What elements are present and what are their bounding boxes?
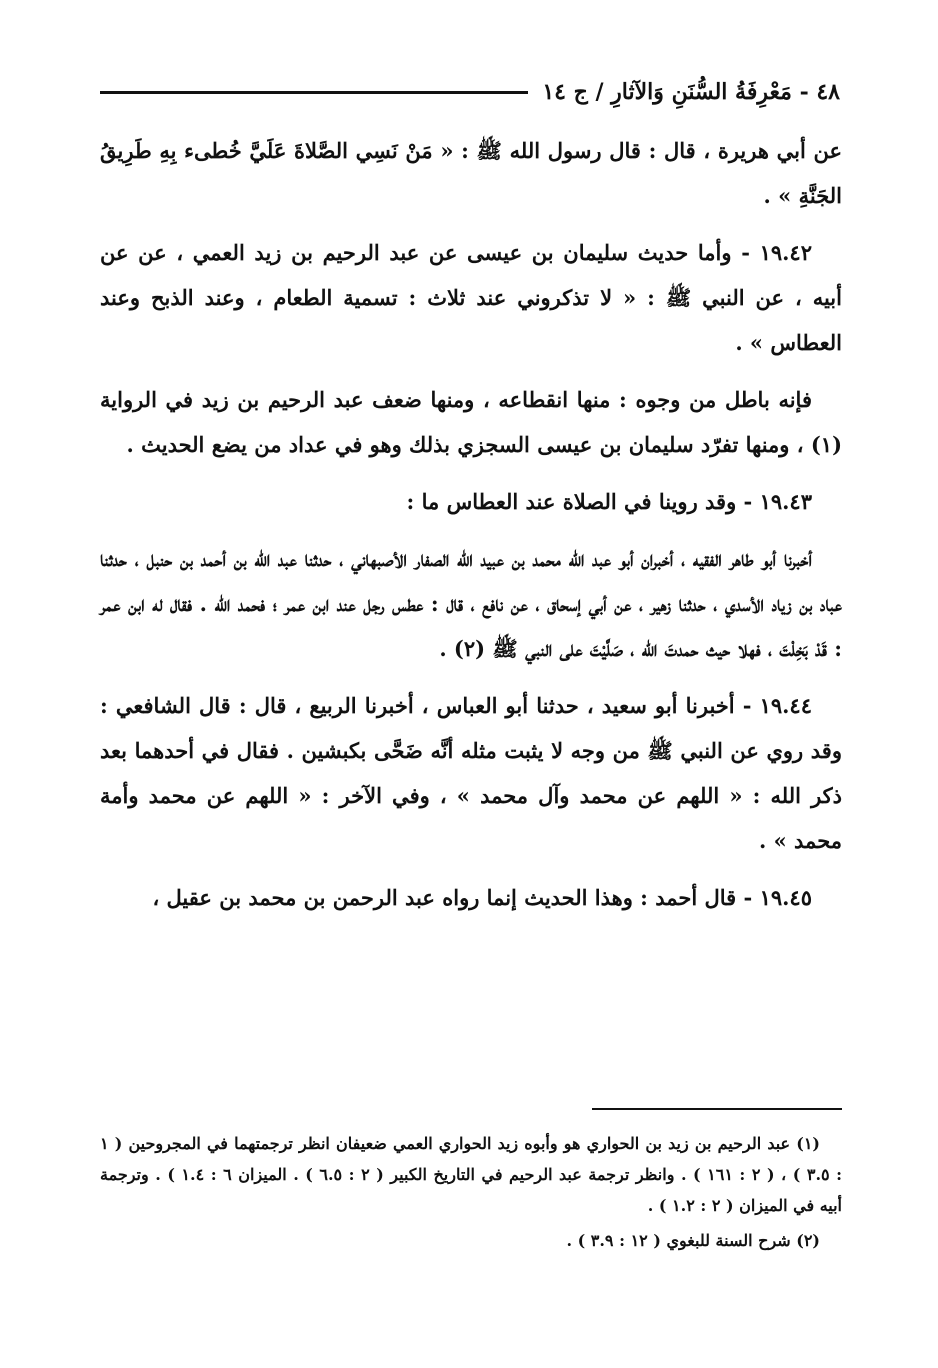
- paragraph-19042: ١٩.٤٢ - وأما حديث سليمان بن عيسى عن عبد الرحيم بن زيد العمي ، عن عن أبيه ، عن النبي ﷺ : « لا تذكروني عند ثلاث : تسمية الطعام ، وعند الذبح وعند العطاس » .: [100, 240, 842, 355]
- header-rule: [100, 91, 528, 94]
- main-text: [100, 128, 842, 932]
- footnote-1: (١) عبد الرحيم بن زيد بن الحواري هو وأبوه زيد الحواري العمي ضعيفان انظر ترجمتهما في المجروحين ( ١ : ٣.٥ ) ، ( ٢ : ١٦١ ) . وانظر ترجمة عبد الرحيم في التاريخ الكبير ( ٢ : ٦.٥ ) . الميزان ٦ : ١.٤ ) . وترجمة أبيه في الميزان ( ٢ : ١.٢ ) .: [100, 1134, 843, 1215]
- header-title: ٤٨ - مَعْرِفَةُ السُّنَنِ وَالآثارِ / ج ١٤: [542, 79, 840, 105]
- running-header: [100, 72, 840, 112]
- footnote-separator: [592, 1108, 842, 1110]
- paragraph-isnad: أخبرنا أبو طاهر الفقيه ، أخبران أبو عبد الله محمد بن عبيد الله الصفار الأصبهاني ، حدثنا عبد الله بن أحمد بن حنبل ، حدثنا عباد بن زياد الأسدي ، حدثنا زهير ، عن أبي إسحاق ، عن نافع ، قال : عطس رجل عند ابن عمر ؛ فحمد الله . فقال له ابن عمر : قَدْ بَخِلْتَ ، فهلا حيث حمدتَ الله ، صَلَّيْتَ على النبي ﷺ (٢) .: [100, 546, 842, 661]
- footnote-2: (٢) شرح السنة للبغوي ( ١٢ : ٣.٩ ) .: [566, 1231, 820, 1250]
- paragraph-commentary: فإنه باطل من وجوه : منها انقطاعه ، ومنها ضعف عبد الرحيم بن زيد في الرواية (١) ، ومنها تفرّد سليمان بن عيسى السجزي بذلك وهو في عداد من يضع الحديث .: [100, 387, 842, 457]
- paragraph-19045: ١٩.٤٥ - قال أحمد : وهذا الحديث إنما رواه عبد الرحمن بن محمد بن عقيل ،: [152, 885, 812, 910]
- paragraph-19043: ١٩.٤٣ - وقد روينا في الصلاة عند العطاس ما :: [406, 489, 812, 514]
- footnotes: [100, 1128, 842, 1260]
- paragraph-19044: ١٩.٤٤ - أخبرنا أبو سعيد ، حدثنا أبو العباس ، أخبرنا الربيع ، قال : قال الشافعي : وقد روي عن النبي ﷺ من وجه لا يثبت مثله أنَّه ضَحَّى بكبشين . فقال في أحدهما بعد ذكر الله : « اللهم عن محمد وآل محمد » ، وفي الآخر : « اللهم عن محمد وأمة محمد » .: [100, 693, 842, 853]
- paragraph-hadith-continuation: عن أبي هريرة ، قال : قال رسول الله ﷺ : « مَنْ نَسِي الصَّلاةَ عَلَيَّ خُطىء بِهِ طَرِيقُ الجَنَّةِ » .: [100, 138, 842, 208]
